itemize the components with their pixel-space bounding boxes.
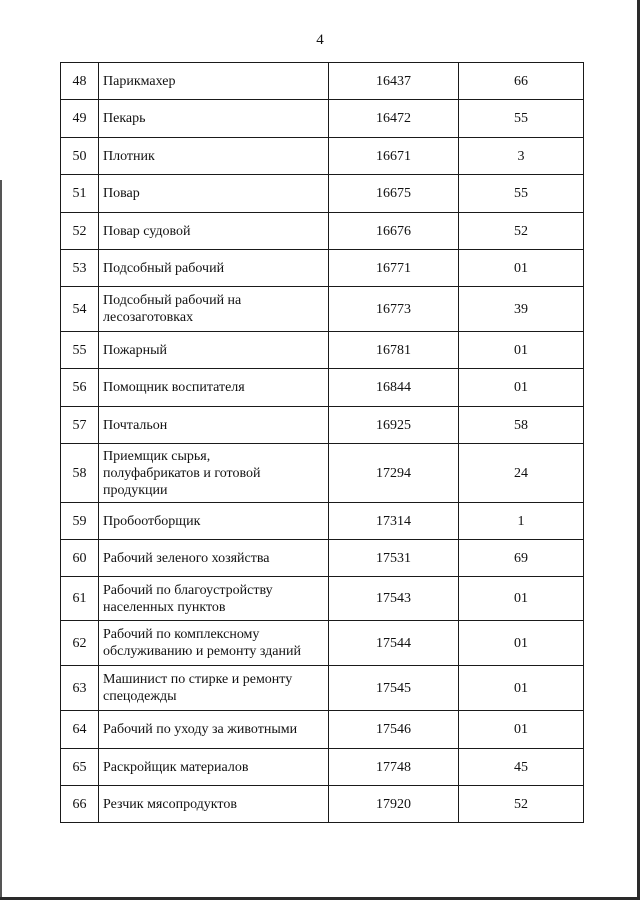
document-table-container xyxy=(60,62,583,823)
row-number: 51 xyxy=(61,175,99,213)
occupation-code: 16925 xyxy=(329,407,459,444)
occupation-value: 55 xyxy=(459,175,584,213)
occupation-name: Подсобный рабочий на лесозаготовках xyxy=(99,287,329,332)
occupation-value: 24 xyxy=(459,444,584,503)
occupation-code: 16773 xyxy=(329,287,459,332)
row-number: 63 xyxy=(61,666,99,711)
occupation-code: 16437 xyxy=(329,63,459,100)
occupation-code: 17544 xyxy=(329,621,459,666)
table-row xyxy=(61,621,584,666)
row-number: 52 xyxy=(61,213,99,250)
row-number: 54 xyxy=(61,287,99,332)
occupation-name: Машинист по стирке и ремонту спецодежды xyxy=(99,666,329,711)
occupation-name: Рабочий по комплексному обслуживанию и ремонту зданий xyxy=(99,621,329,666)
occupation-name: Рабочий по уходу за животными xyxy=(99,711,329,749)
occupation-value: 69 xyxy=(459,540,584,577)
occupation-value: 45 xyxy=(459,749,584,786)
occupation-code: 16472 xyxy=(329,100,459,138)
occupation-value: 01 xyxy=(459,666,584,711)
row-number: 57 xyxy=(61,407,99,444)
occupation-name: Рабочий по благоустройству населенных пунктов xyxy=(99,577,329,621)
table-row xyxy=(61,213,584,250)
occupation-value: 1 xyxy=(459,503,584,540)
occupation-code: 17545 xyxy=(329,666,459,711)
occupation-code: 17531 xyxy=(329,540,459,577)
table-row xyxy=(61,369,584,407)
table-row xyxy=(61,63,584,100)
occupation-name: Повар xyxy=(99,175,329,213)
table-row xyxy=(61,749,584,786)
occupation-code: 16671 xyxy=(329,138,459,175)
occupation-code: 17294 xyxy=(329,444,459,503)
table-row xyxy=(61,711,584,749)
occupation-value: 01 xyxy=(459,332,584,369)
occupation-value: 01 xyxy=(459,621,584,666)
table-row xyxy=(61,786,584,823)
occupation-code: 16771 xyxy=(329,250,459,287)
occupation-name: Рабочий зеленого хозяйства xyxy=(99,540,329,577)
table-row xyxy=(61,666,584,711)
table-row xyxy=(61,540,584,577)
row-number: 55 xyxy=(61,332,99,369)
table-row xyxy=(61,287,584,332)
row-number: 50 xyxy=(61,138,99,175)
occupations-table xyxy=(60,62,584,823)
page-number: 4 xyxy=(316,32,324,48)
occupation-name: Подсобный рабочий xyxy=(99,250,329,287)
occupation-code: 17920 xyxy=(329,786,459,823)
row-number: 53 xyxy=(61,250,99,287)
row-number: 64 xyxy=(61,711,99,749)
occupation-value: 01 xyxy=(459,250,584,287)
table-row xyxy=(61,444,584,503)
row-number: 62 xyxy=(61,621,99,666)
occupation-name: Повар судовой xyxy=(99,213,329,250)
occupation-name: Помощник воспитателя xyxy=(99,369,329,407)
row-number: 56 xyxy=(61,369,99,407)
occupation-value: 58 xyxy=(459,407,584,444)
row-number: 61 xyxy=(61,577,99,621)
table-row xyxy=(61,100,584,138)
occupation-name: Пожарный xyxy=(99,332,329,369)
occupation-name: Плотник xyxy=(99,138,329,175)
occupation-code: 16781 xyxy=(329,332,459,369)
occupation-code: 17543 xyxy=(329,577,459,621)
table-row xyxy=(61,407,584,444)
table-row xyxy=(61,503,584,540)
row-number: 59 xyxy=(61,503,99,540)
occupation-value: 3 xyxy=(459,138,584,175)
occupation-name: Почтальон xyxy=(99,407,329,444)
occupation-value: 52 xyxy=(459,786,584,823)
occupation-value: 01 xyxy=(459,711,584,749)
occupation-code: 17748 xyxy=(329,749,459,786)
occupation-value: 39 xyxy=(459,287,584,332)
table-row xyxy=(61,250,584,287)
occupation-code: 16844 xyxy=(329,369,459,407)
occupation-name: Приемщик сырья, полуфабрикатов и готовой продукции xyxy=(99,444,329,503)
occupation-value: 66 xyxy=(459,63,584,100)
occupation-value: 52 xyxy=(459,213,584,250)
occupation-name: Резчик мясопродуктов xyxy=(99,786,329,823)
table-row xyxy=(61,332,584,369)
occupation-value: 01 xyxy=(459,577,584,621)
occupation-value: 55 xyxy=(459,100,584,138)
row-number: 65 xyxy=(61,749,99,786)
row-number: 48 xyxy=(61,63,99,100)
occupation-code: 16675 xyxy=(329,175,459,213)
occupation-code: 17314 xyxy=(329,503,459,540)
table-row xyxy=(61,175,584,213)
row-number: 66 xyxy=(61,786,99,823)
row-number: 49 xyxy=(61,100,99,138)
table-row xyxy=(61,138,584,175)
occupation-name: Пекарь xyxy=(99,100,329,138)
scan-edge-left xyxy=(0,180,2,900)
table-row xyxy=(61,577,584,621)
row-number: 60 xyxy=(61,540,99,577)
occupation-code: 17546 xyxy=(329,711,459,749)
occupation-name: Пробоотборщик xyxy=(99,503,329,540)
occupation-value: 01 xyxy=(459,369,584,407)
occupation-name: Раскройщик материалов xyxy=(99,749,329,786)
row-number: 58 xyxy=(61,444,99,503)
occupation-code: 16676 xyxy=(329,213,459,250)
occupation-name: Парикмахер xyxy=(99,63,329,100)
